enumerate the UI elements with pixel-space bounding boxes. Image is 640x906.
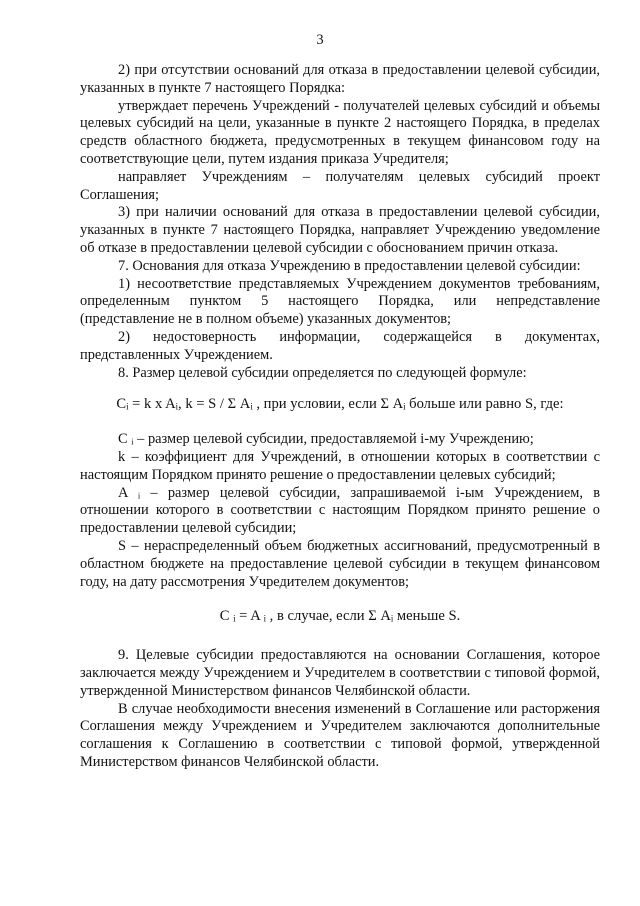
paragraph-2-no-grounds: 2) при отсутствии оснований для отказа в предоставлении целевой субсидии, указанных в пункте 7 настоящего Порядка: [80, 62, 600, 96]
paragraph-3-grounds: 3) при наличии оснований для отказа в предоставлении целевой субсидии, указанных в пункте 7 настоящего Порядка, направляет Учреждению уведомление об отказе в предоставлении целевой субсидии с обоснованием причин отказа. [80, 204, 600, 256]
paragraph-7-heading: 7. Основания для отказа Учреждению в предоставлении целевой субсидии: [118, 257, 581, 274]
paragraph-8-heading: 8. Размер целевой субсидии определяется по следующей формуле: [118, 364, 527, 381]
formula-subsidy-size: Cᵢ = k x Aᵢ, k = S / Σ Aᵢ , при условии, если Σ Aᵢ больше или равно S, где: [116, 396, 564, 413]
paragraph-7-item-1: 1) несоответствие представляемых Учреждением документов требованиям, определенным пунктом 5 настоящего Порядка, или непредставление (представление не в полном объеме) указанных документов; [80, 275, 600, 328]
document-body [80, 62, 600, 772]
page-number: 3 [316, 32, 324, 48]
definition-s: S – нераспределенный объем бюджетных ассигнований, предусмотренный в областном бюджете на предоставление целевой субсидии в текущем финансовом году, на дату рассмотрения Учредителем документов; [80, 537, 600, 590]
paragraph-7-item-2: 2) недостоверность информации, содержащейся в документах, представленных Учреждением. [80, 328, 600, 363]
paragraph-amendments: В случае необходимости внесения изменений в Соглашение или расторжения Соглашения между Учреждением и Учредителем заключаются дополнительные соглашения к Соглашению в соответствии с типовой формой, утвержденной Министерством финансов Челябинской области. [80, 700, 600, 770]
definition-k: k – коэффициент для Учреждений, в отношении которых в соответствии с настоящим Порядком принято решение о предоставлении целевых субсидий; [80, 448, 600, 483]
definition-ci: C ᵢ – размер целевой субсидии, предоставляемой i-му Учреждению; [118, 431, 534, 448]
paragraph-9: 9. Целевые субсидии предоставляются на основании Соглашения, которое заключается между Учреждением и Учредителем в соответствии с типовой формой, утвержденной Министерством финансов Челябинской области. [80, 647, 600, 699]
definition-ai: A ᵢ – размер целевой субсидии, запрашиваемой i-ым Учреждением, в отношении которого в соответствии с настоящим Порядком принято решение о предоставлении целевой субсидии; [80, 484, 600, 537]
paragraph-approves-list: утверждает перечень Учреждений - получателей целевых субсидий и объемы целевых субсидий на цели, указанные в пункте 2 настоящего Порядка, в пределах средств областного бюджета, предусмотренных в текущем финансовом году на соответствующие цели, путем издания приказа Учредителя; [80, 97, 600, 167]
paragraph-sends-draft: направляет Учреждениям – получателям целевых субсидий проект Соглашения; [80, 168, 600, 203]
formula-subsidy-less: C ᵢ = A ᵢ , в случае, если Σ Aᵢ меньше S. [219, 608, 461, 625]
